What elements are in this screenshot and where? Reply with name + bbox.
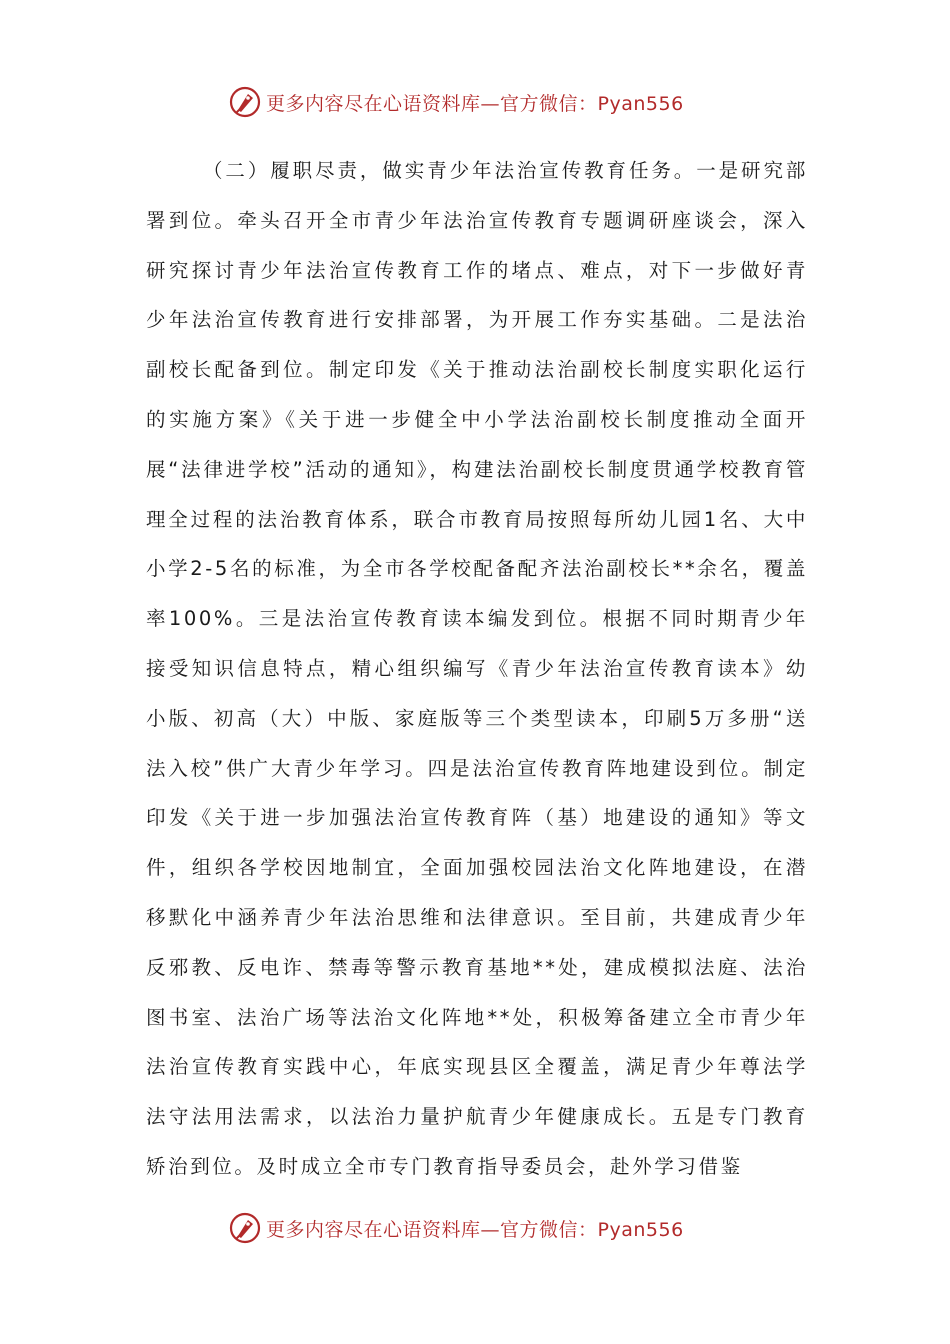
watermark-separator: — — [480, 1218, 501, 1241]
watermark-site-text: 更多内容尽在心语资料库 — [266, 1218, 481, 1241]
watermark-site-text: 更多内容尽在心语资料库 — [266, 92, 481, 115]
watermark-banner-bottom — [228, 1210, 684, 1246]
watermark-banner-top — [228, 84, 684, 120]
pen-nib-logo-icon — [228, 85, 262, 119]
watermark-wechat-id: Pyan556 — [597, 1218, 684, 1241]
watermark-separator: — — [480, 92, 501, 115]
document-paragraph: （二）履职尽责，做实青少年法治宣传教育任务。一是研究部署到位。牵头召开全市青少年法治宣传教育专题调研座谈会，深入研究探讨青少年法治宣传教育工作的堵点、难点，对下一步做好青少年法治宣传教育进行安排部署，为开展工作夯实基础。二是法治副校长配备到位。制定印发《关于推动法治副校长制度实职化运行的实施方案》《关于进一步健全中小学法治副校长制度推动全面开展“法律进学校”活动的通知》，构建法治副校长制度贯通学校教育管理全过程的法治教育体系，联合市教育局按照每所幼儿园1名、大中小学2-5名的标准，为全市各学校配备配齐法治副校长**余名，覆盖率100%。三是法治宣传教育读本编发到位。根据不同时期青少年接受知识信息特点，精心组织编写《青少年法治宣传教育读本》幼小版、初高（大）中版、家庭版等三个类型读本，印刷5万多册“送法入校”供广大青少年学习。四是法治宣传教育阵地建设到位。制定印发《关于进一步加强法治宣传教育阵（基）地建设的通知》等文件，组织各学校因地制宜，全面加强校园法治文化阵地建设，在潜移默化中涵养青少年法治思维和法律意识。至目前，共建成青少年反邪教、反电诈、禁毒等警示教育基地**处，建成模拟法庭、法治图书室、法治广场等法治文化阵地**处，积极筹备建立全市青少年法治宣传教育实践中心，年底实现县区全覆盖，满足青少年尊法学法守法用法需求，以法治力量护航青少年健康成长。五是专门教育矫治到位。及时成立全市专门教育指导委员会，赴外学习借鉴 — [146, 159, 808, 1178]
watermark-text — [266, 89, 684, 116]
watermark-wechat-label: 官方微信： — [500, 1218, 598, 1241]
pen-nib-logo-icon — [228, 1211, 262, 1245]
watermark-wechat-id: Pyan556 — [597, 92, 684, 115]
watermark-text — [266, 1215, 684, 1242]
watermark-wechat-label: 官方微信： — [500, 92, 598, 115]
